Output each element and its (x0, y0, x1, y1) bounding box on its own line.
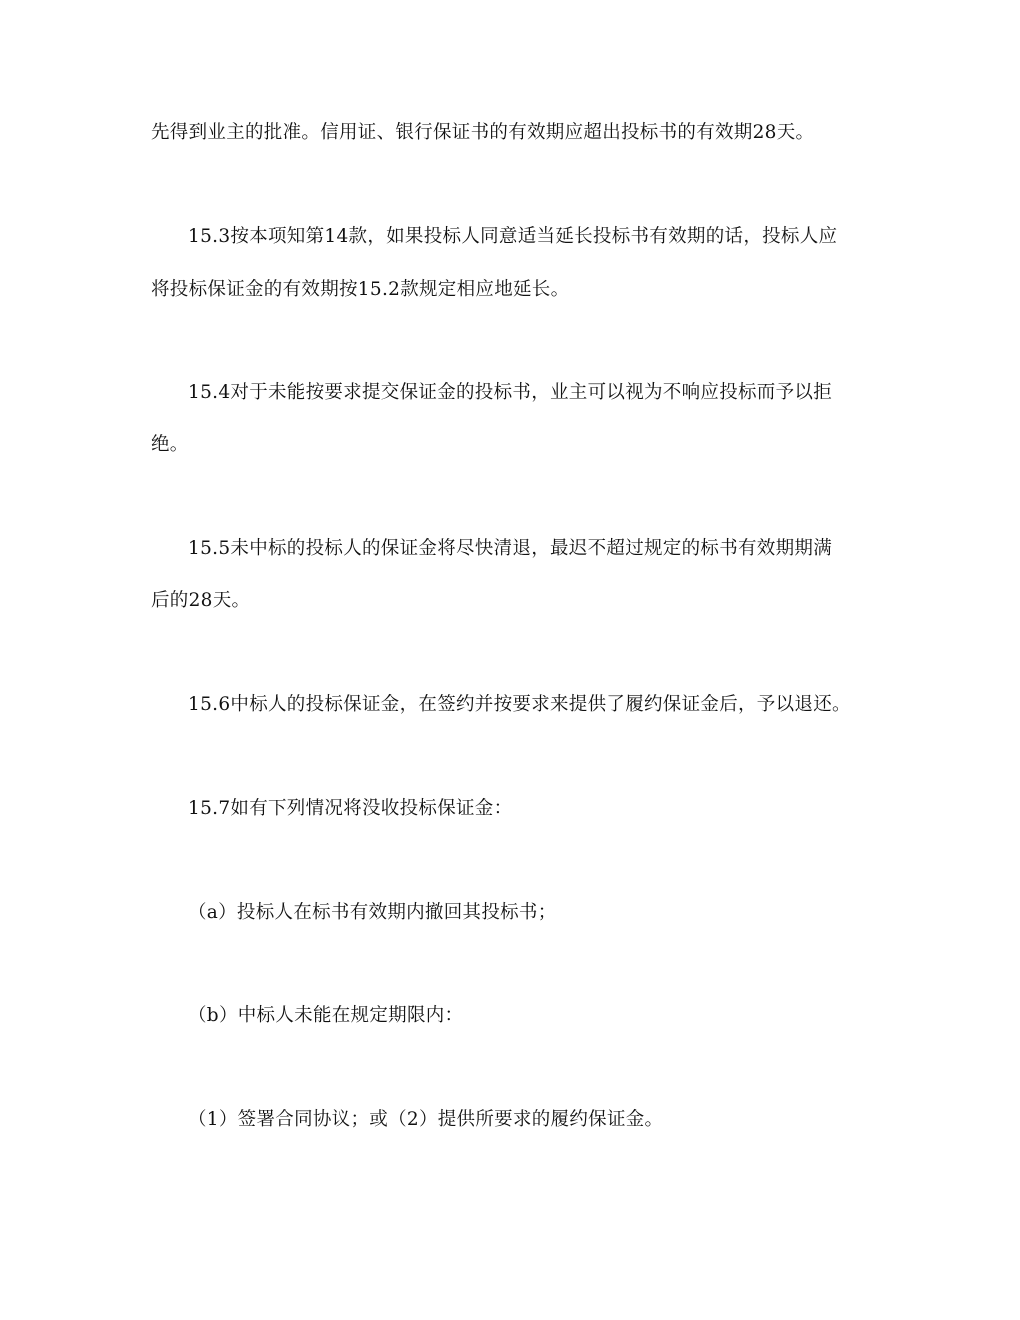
clause-b: （b）中标人未能在规定期限内： (188, 1005, 464, 1026)
paragraph-15-7: 15.7如有下列情况将没收投标保证金： (188, 798, 513, 819)
clause-b-items: （1）签署合同协议；或（2）提供所要求的履约保证金。 (188, 1109, 664, 1130)
paragraph-15-4-line-2: 绝。 (151, 434, 189, 455)
paragraph-15-6: 15.6中标人的投标保证金，在签约并按要求来提供了履约保证金后，予以退还。 (188, 694, 851, 715)
paragraph-15-5-line-1: 15.5未中标的投标人的保证金将尽快清退，最迟不超过规定的标书有效期期满 (188, 538, 832, 559)
clause-a: （a）投标人在标书有效期内撤回其投标书； (188, 902, 557, 923)
paragraph-15-3-line-1: 15.3按本项知第14款，如果投标人同意适当延长投标书有效期的话，投标人应 (188, 226, 838, 247)
paragraph-15-3-line-2: 将投标保证金的有效期按15.2款规定相应地延长。 (151, 279, 570, 300)
paragraph-15-4-line-1: 15.4对于未能按要求提交保证金的投标书，业主可以视为不响应投标而予以拒 (188, 382, 832, 403)
paragraph-15-2-continuation: 先得到业主的批准。信用证、银行保证书的有效期应超出投标书的有效期28天。 (151, 122, 815, 143)
paragraph-15-5-line-2: 后的28天。 (151, 590, 251, 611)
